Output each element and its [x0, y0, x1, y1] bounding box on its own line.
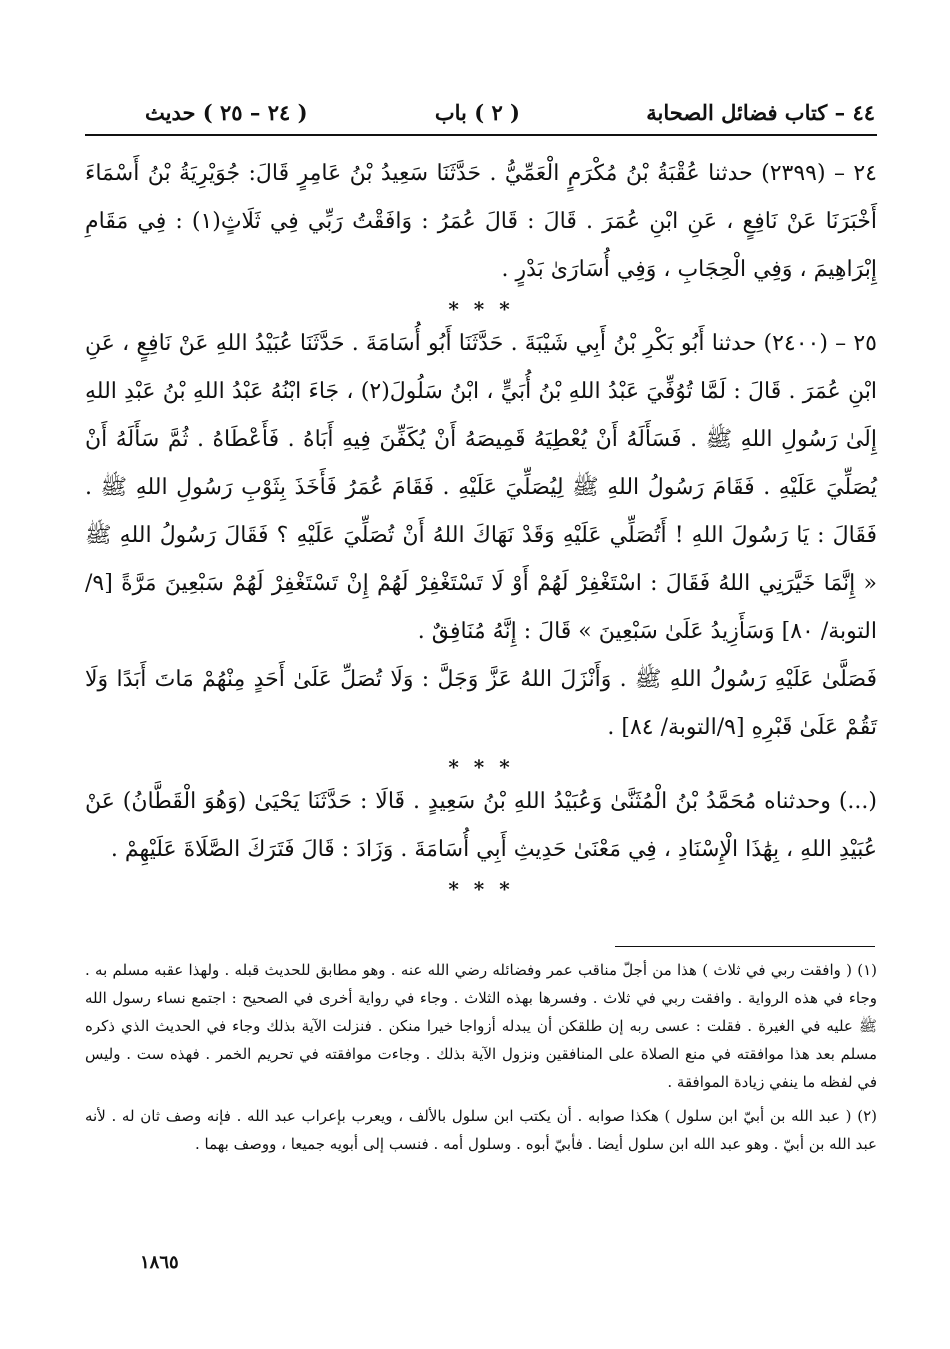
- hadith-24: ٢٤ – (٢٣٩٩) حدثنا عُقْبَةُ بْنُ مُكْرَمٍ الْعَمِّيُّ . حَدَّثَنَا سَعِيدُ بْنُ عَامِرٍ قَالَ: جُوَيْرِيَةُ بْنُ أَسْمَاءَ أَخْبَرَنَا عَنْ نَافِعٍ ، عَنِ ابْنِ عُمَرَ . قَالَ : قَالَ عُمَرُ : وَافَقْتُ رَبِّي فِي ثَلَاثٍ(١) : فِي مَقَامِ إِبْرَاهِيمَ ، وَفِي الْحِجَابِ ، وَفِي أُسَارَىٰ بَدْرٍ .: [85, 161, 877, 282]
- footnote-divider: [615, 946, 875, 947]
- hadith-25-chain: (...) وحدثناه مُحَمَّدُ بْنُ الْمُثَنَّىٰ وَعُبَيْدُ اللهِ بْنُ سَعِيدٍ . قَالَا : حَدَّثَنَا يَحْيَىٰ (وَهُوَ الْقَطَّانُ) عَنْ عُبَيْدِ اللهِ ، بِهَٰذَا الْإِسْنَادِ ، فِي مَعْنَىٰ حَدِيثِ أَبِي أُسَامَةَ . وَزَادَ : قَالَ فَتَرَكَ الصَّلَاةَ عَلَيْهِمْ .: [85, 789, 877, 862]
- section-separator-2: * * *: [448, 755, 514, 779]
- section-separator-1: * * *: [448, 297, 514, 321]
- running-header: [85, 96, 875, 130]
- header-chapter: ( ٢ ) باب: [434, 100, 520, 125]
- page-number: ١٨٦٥: [140, 1252, 179, 1273]
- header-hadith-range: ( ٢٤ – ٢٥ ) حديث: [145, 100, 308, 125]
- hadith-25-continuation: فَصَلَّىٰ عَلَيْهِ رَسُولُ اللهِ ﷺ . وَأَنْزَلَ اللهُ عَزَّ وَجَلَّ : وَلَا تُصَلِّ عَلَىٰ أَحَدٍ مِنْهُمْ مَاتَ أَبَدًا وَلَا تَقُمْ عَلَىٰ قَبْرِهِ [٩/التوبة/ ٨٤] .: [85, 667, 877, 740]
- footnotes: [85, 956, 877, 1158]
- footnote-1: (١) ( وافقت ربي في ثلاث ) هذا من أجلّ مناقب عمر وفضائله رضي الله عنه . وهو مطابق للحديث قبله . ولهذا عقبه مسلم به . وجاء في هذه الرواية . وافقت ربي في ثلاث . وفسرها بهذه الثلاث . وجاء في رواية أخرى في الصحيح : اجتمع نساء رسول الله ﷺ عليه في الغيرة . فقلت : عسى ربه إن طلقكن أن يبدله أزواجا خيرا منكن . فنزلت الآية بذلك وجاء في الحديث الذي ذكره مسلم بعد هذا موافقته في منع الصلاة على المنافقين ونزول الآية بذلك . وجاءت موافقته في تحريم الخمر . فهذه ست . وليس في لفظه ما ينفي زيادة الموافقة .: [85, 961, 877, 1091]
- header-book-title: ٤٤ – كتاب فضائل الصحابة: [646, 100, 875, 125]
- footnote-2: (٢) ( عبد الله بن أبيّ ابن سلول ) هكذا صوابه . أن يكتب ابن سلول بالألف ، ويعرب بإعراب عبد الله . فإنه وصف ثان له . لأنه عبد الله بن أبيّ . وهو عبد الله ابن سلول أيضا . فأبيّ أبوه . وسلول أمه . فنسب إلى أبويه جميعا ، ووصف بهما .: [85, 1107, 877, 1153]
- header-divider: [85, 134, 877, 136]
- end-mark: * * *: [448, 877, 514, 901]
- main-text: [85, 150, 877, 900]
- hadith-25: ٢٥ – (٢٤٠٠) حدثنا أَبُو بَكْرِ بْنُ أَبِي شَيْبَةَ . حَدَّثَنَا أَبُو أُسَامَةَ . حَدَّثَنَا عُبَيْدُ اللهِ عَنْ نَافِعٍ ، عَنِ ابْنِ عُمَرَ . قَالَ : لَمَّا تُوُفِّيَ عَبْدُ اللهِ بْنُ أُبَيٍّ ، ابْنُ سَلُولَ(٢) ، جَاءَ ابْنُهُ عَبْدُ اللهِ بْنُ عَبْدِ اللهِ إِلَىٰ رَسُولِ اللهِ ﷺ . فَسَأَلَهُ أَنْ يُعْطِيَهُ قَمِيصَهُ أَنْ يُكَفِّنَ فِيهِ أَبَاهُ . فَأَعْطَاهُ . ثُمَّ سَأَلَهُ أَنْ يُصَلِّيَ عَلَيْهِ . فَقَامَ رَسُولُ اللهِ ﷺ لِيُصَلِّيَ عَلَيْهِ . فَقَامَ عُمَرُ فَأَخَذَ بِثَوْبِ رَسُولِ اللهِ ﷺ . فَقَالَ : يَا رَسُولَ اللهِ ! أَتُصَلِّي عَلَيْهِ وَقَدْ نَهَاكَ اللهُ أَنْ تُصَلِّيَ عَلَيْهِ ؟ فَقَالَ رَسُولُ اللهِ ﷺ « إِنَّمَا خَيَّرَنِي اللهُ فَقَالَ : اسْتَغْفِرْ لَهُمْ أَوْ لَا تَسْتَغْفِرْ لَهُمْ إِنْ تَسْتَغْفِرْ لَهُمْ سَبْعِينَ مَرَّةً [٩/التوبة/ ٨٠] وَسَأَزِيدُ عَلَىٰ سَبْعِينَ » قَالَ : إِنَّهُ مُنَافِقٌ .: [85, 331, 878, 644]
